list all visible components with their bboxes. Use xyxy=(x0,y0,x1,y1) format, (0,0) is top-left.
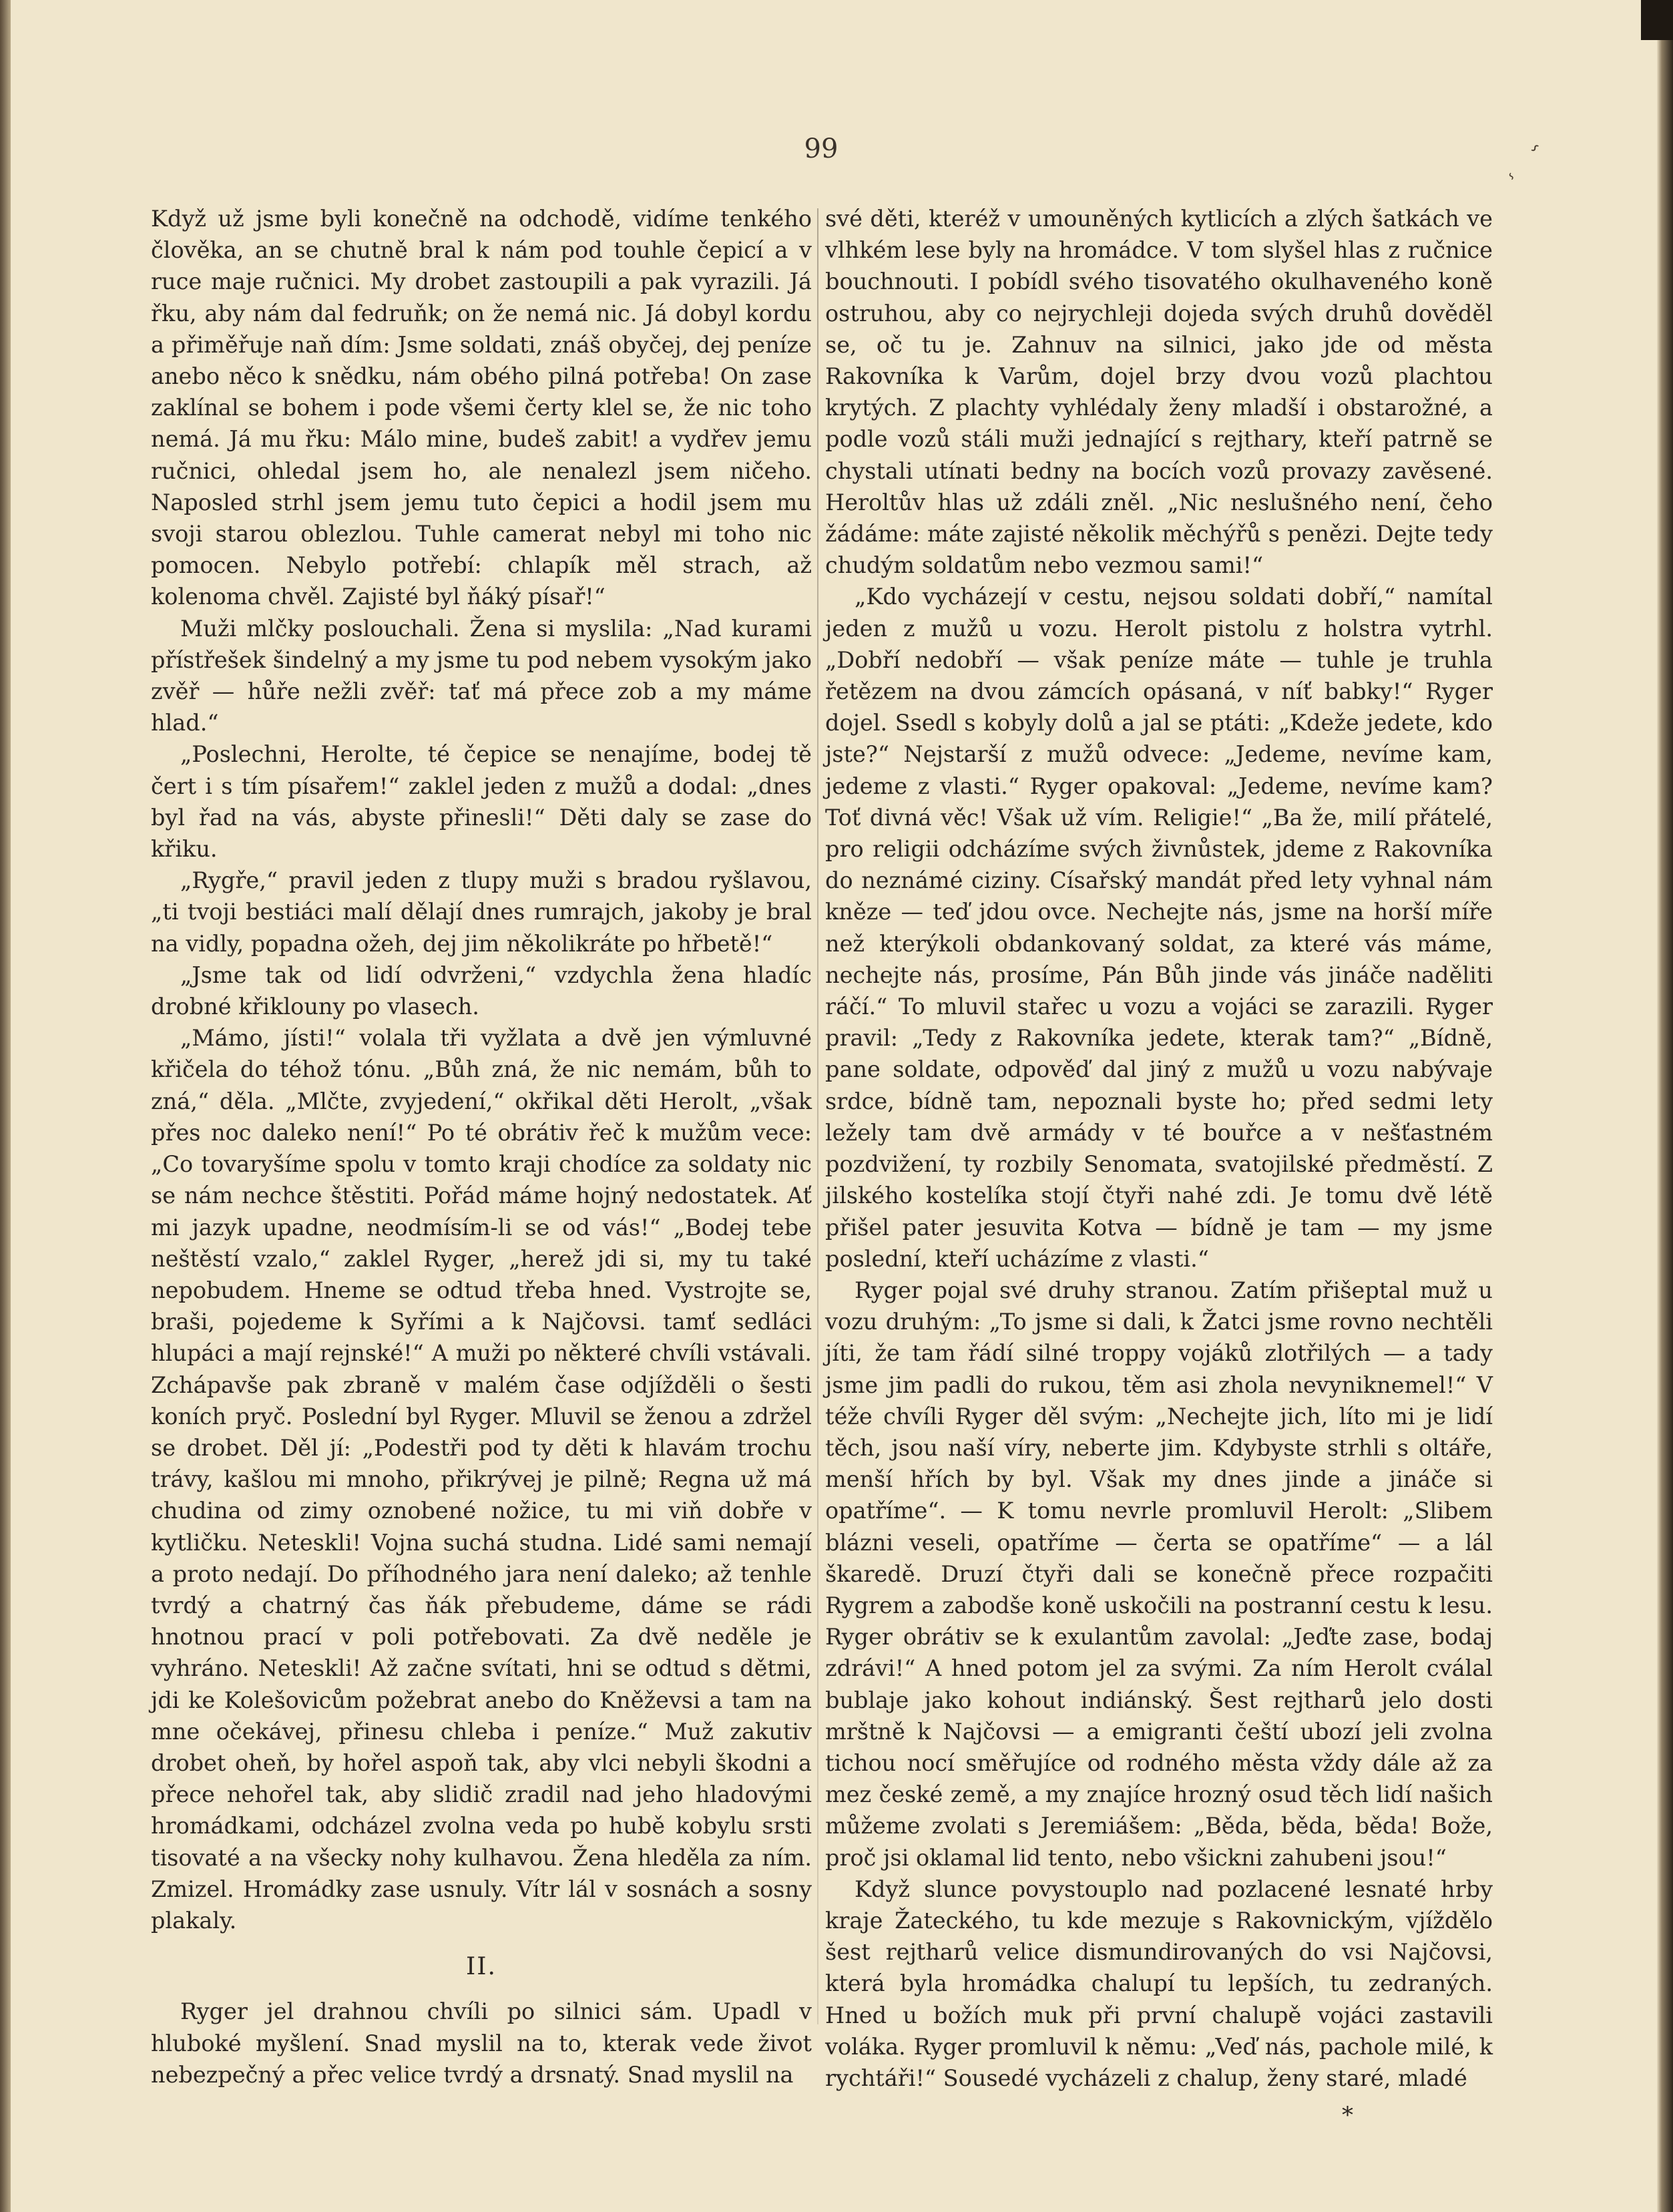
scan-edge-right xyxy=(1657,0,1673,2212)
paragraph: „Rygře,“ pravil jeden z tlupy muži s bradou ryšlavou, „ti tvoji bestiáci malí dělají dnes rumrajch, jakoby je bral na vidly, popadna ožeh, dej jim několikráte po hřbetě!“ xyxy=(151,867,812,957)
page-number: 99 xyxy=(804,134,839,164)
paragraph: Ryger jel drahnou chvíli po silnici sám. Upadl v hluboké myšlení. Snad myslil na to, kterak vede život nebezpečný a přec velice tvrdý a drsnatý. Snad myslil na xyxy=(151,1998,812,2088)
scan-edge-left xyxy=(0,0,11,2212)
paragraph: „Jsme tak od lidí odvrženi,“ vzdychla žena hladíc drobné křiklouny po vlasech. xyxy=(151,961,812,1020)
left-column xyxy=(151,203,812,2090)
paragraph: Ryger pojal své druhy stranou. Zatím přišeptal muž u vozu druhým: „To jsme si dali, k Žatci jsme rovno nechtěli jíti, že tam řádí silné troppy vojáků zlotřilých — a tady jsme jim padli do rukou, těm asi zhola nevyniknemel!“ V téže chvíli Ryger děl svým: „Nechejte jich, líto mi je lidí těch, jsou naší víry, neberte jim. Kdybyste strhli s oltáře, menší hřích by byl. Však my dnes jinde a jináče si opatříme“. — K tomu nevrle promluvil Herolt: „Slibem blázni veseli, opatříme — čerta se opatříme“ — a lál škaredě. Druzí čtyři dali se konečně přece rozpačiti Rygrem a zabodše koně uskočili na postranní cestu k lesu. Ryger obrátiv se k exulantům zavolal: „Jeďte zase, bodaj zdrávi!“ A hned potom jel za svými. Za ním Herolt cválal bublaje jako kohout indiánský. Šest rejtharů jelo dosti mrštně k Najčovsi — a emigranti čeští ubozí jeli zvolna tichou nocí směřujíce od rodného města vždy dále až za mez české země, a my znajíce hrozný osud těch lidí našich můžeme zvolati s Jeremiášem: „Běda, běda, běda! Bože, proč jsi oklamal lid tento, nebo všickni zahubeni jsou!“ xyxy=(825,1277,1493,1871)
paragraph: „Kdo vycházejí v cestu, nejsou soldati dobří,“ namítal jeden z mužů u vozu. Herolt pistolu z holstra vytrhl. „Dobří nedobří — však peníze máte — tuhle je truhla řetězem na dvou zámcích opásaná, v níť babky!“ Ryger dojel. Ssedl s kobyly dolů a jal se ptáti: „Kdeže jedete, kdo jste?“ Nejstarší z mužů odvece: „Jedeme, nevíme kam, jedeme z vlasti.“ Ryger opakoval: „Jedeme, nevíme kam? Toť divná věc! Však už vím. Religie!“ „Ba že, milí přátelé, pro religii odcházíme svých živnůstek, jdeme z Rakovníka do neznámé ciziny. Císařský mandát před lety vyhnal nám kněze — teď jdou ovce. Nechejte nás, jsme na horší míře než kterýkoli obdankovaný soldat, za které vás máme, nechejte nás, prosíme, Pán Bůh jinde vás jináče naděliti ráčí.“ To mluvil stařec u vozu a vojáci se zarazili. Ryger pravil: „Tedy z Rakovníka jedete, kterak tam?“ „Bídně, pane soldate, odpověď dal jiný z mužů u vozu nabývaje srdce, bídně tam, nepoznali byste ho; před sedmi lety ležely tam dvě armády v té bouřce a v nešťastném pozdvižení, ty rozbily Senomata, svatojilské předměstí. Z jilského kostelíka stojí čtyři nahé zdi. Je tomu dvě létě přišel pater jesuvita Kotva — bídně je tam — my jsme poslední, kteří ucházíme z vlasti.“ xyxy=(825,584,1493,1272)
column-divider xyxy=(817,208,818,2024)
scan-corner xyxy=(1641,0,1673,40)
right-column xyxy=(825,203,1493,2094)
margin-mark: ⸯ xyxy=(1505,172,1526,196)
section-heading: II. xyxy=(466,1953,497,1981)
paragraph: Když slunce povystouplo nad pozlacené lesnaté hrby kraje Žateckého, tu kde mezuje s Rakovnickým, vjíždělo šest rejtharů velice dismundirovaných do vsi Najčovsi, která byla hromádka chalupí tu lepších, tu zedraných. Hned u božích muk při první chalupě vojáci zastavili voláka. Ryger promluvil k němu: „Veď nás, pachole milé, k rychtáři!“ Sousedé vycházeli z chalup, ženy staré, mladé xyxy=(825,1875,1493,2091)
paragraph: „Mámo, jísti!“ volala tři vyžlata a dvě jen výmluvné křičela do téhož tónu. „Bůh zná, že nic nemám, bůh to zná,“ děla. „Mlčte, zvyjedení,“ okřikal děti Herolt, „však přes noc daleko není!“ Po té obrátiv řeč k mužům vece: „Co tovaryšíme spolu v tomto kraji chodíce za soldaty nic se nám nechce štěstiti. Pořád máme hojný nedostatek. Ať mi jazyk upadne, neodmísím-li se od vás!“ „Bodej tebe neštěstí vzalo,“ zaklel Ryger, „herež jdi si, my tu také nepobudem. Hneme se odtud třeba hned. Vystrojte se, braši, pojedeme k Syřími a k Najčovsi. tamť sedláci hlupáci a mají rejnské!“ A muži po některé chvíli vstávali. Zchápavše pak zbraně v malém čase odjížděli o šesti koních pryč. Poslední byl Ryger. Mluvil se ženou a zdržel se drobet. Děl jí: „Podestři pod ty děti k hlavám trochu trávy, kašlou mi mnoho, přikrývej je pilně; Regna už má chudina od zimy oznobené nožice, tu mi viň dobře v kytličku. Neteskli! Vojna suchá studna. Lidé sami nemají a proto nedají. Do příhodného jara není daleko; až tenhle tvrdý a chatrný čas ňák přebudeme, dáme se rádi hnotnou prací v poli potřebovati. Za dvě neděle je vyhráno. Neteskli! Až začne svítati, hni se odtud s dětmi, jdi ke Kolešovicům požebrat anebo do Kněževsi a tam na mne očekávej, přinesu chleba i peníze.“ Muž zakutiv drobet oheň, by hořel aspoň tak, aby vlci nebyli škodni a přece nehořel tak, aby slidič zradil nad jeho hladovými hromádkami, odcházel zvolna veda po hubě kobylu srsti tisovaté a na všecky nohy kulhavou. Žena hleděla za ním. Zmizel. Hromádky zase usnuly. Vítr lál v sosnách a sosny plakaly. xyxy=(151,1025,812,1934)
margin-mark: ⸯ xyxy=(1514,142,1541,172)
footer-asterisk: * xyxy=(1342,2102,1353,2129)
paragraph: své děti, kteréž v umouněných kytlicích a zlých šatkách ve vlhkém lese byly na hromádce. V tom slyšel hlas z ručnice bouchnouti. I pobídl svého tisovatého okulhaveného koně ostruhou, aby co nejrychleji dojeda svých druhů dověděl se, oč tu je. Zahnuv na silnici, jako jde od města Rakovníka k Varům, dojel brzy dvou vozů plachtou krytých. Z plachty vyhlédaly ženy mladší i obstarožné, a podle vozů stáli muži jednající s rejthary, kteří patrně se chystali utínati bedny na bocích vozů provazy zavěsené. Heroltův hlas už zdáli zněl. „Nic neslušného není, čeho žádáme: máte zajisté několik měchýřů s penězi. Dejte tedy chudým soldatům nebo vezmou sami!“ xyxy=(825,206,1493,579)
paragraph: Když už jsme byli konečně na odchodě, vidíme tenkého člověka, an se chutně bral k nám pod touhle čepicí a v ruce maje ručnici. My drobet zastoupili a pak vyrazili. Já řku, aby nám dal fedruňk; on že nemá nic. Já dobyl kordu a přiměřuje naň dím: Jsme soldati, znáš obyčej, dej peníze anebo něco k snědku, nám obého pilná potřeba! On zase zaklínal se bohem i pode všemi čerty klel se, že nic toho nemá. Já mu řku: Málo mine, budeš zabit! a vydřev jemu ručnici, ohledal jsem ho, ale nenalezl jsem ničeho. Naposled strhl jsem jemu tuto čepici a hodil jsem mu svoji starou oblezlou. Tuhle camerat nebyl mi toho nic pomocen. Nebylo potřebí: chlapík měl strach, až kolenoma chvěl. Zajisté byl ňáký písař!“ xyxy=(151,206,812,610)
paragraph: Muži mlčky poslouchali. Žena si myslila: „Nad kurami přístřešek šindelný a my jsme tu pod nebem vysokým jako zvěř — hůře nežli zvěř: tať má přece zob a my máme hlad.“ xyxy=(151,615,812,736)
paragraph: „Poslechni, Herolte, té čepice se nenajíme, bodej tě čert i s tím písařem!“ zaklel jeden z mužů a dodal: „dnes byl řad na vás, abyste přinesli!“ Děti daly se zase do křiku. xyxy=(151,741,812,863)
